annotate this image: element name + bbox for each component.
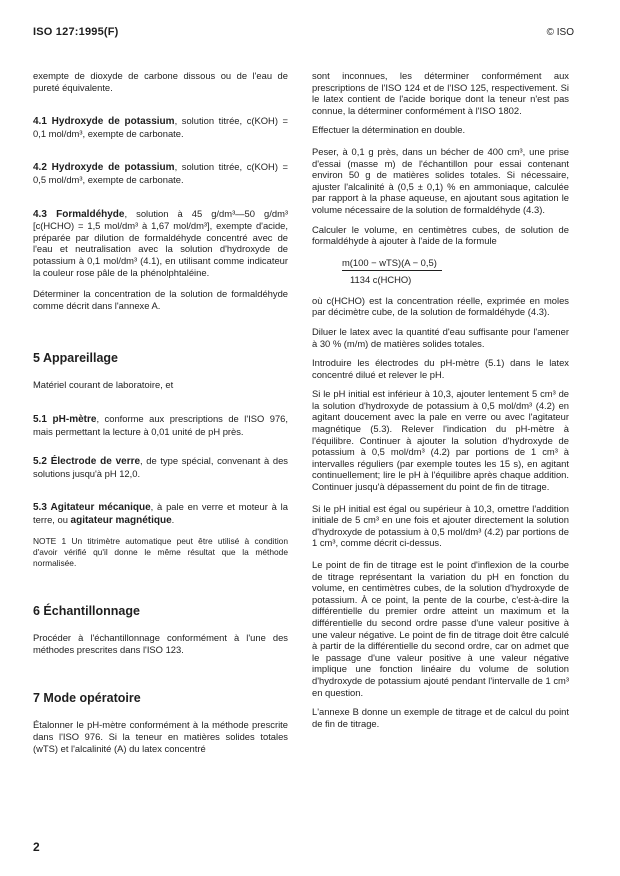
clause-5-3 (33, 501, 288, 526)
clause-4-1-body: , solution titrée, c(KOH) = 0,1 mol/dm³, exempte de carbonate. (33, 115, 288, 139)
volume-formula (342, 255, 569, 289)
formula-numerator: m(100 − wTS)(A − 0,5) (342, 256, 437, 268)
section-7-title: 7 Mode opératoire (33, 691, 141, 706)
section-6-body: Procéder à l'échantillonnage conformément à l'une des méthodes prescrites dans l'ISO 123. (33, 632, 288, 655)
paragraph-dilute: Diluer le latex avec la quantité d'eau suffisante pour l'amener à 30 % (m/m) de matières solides totales. (312, 325, 569, 349)
copyright-mark: © ISO (546, 27, 574, 38)
page-number: 2 (33, 840, 40, 854)
clause-5-3-end: . (171, 513, 175, 525)
clause-5-3-heading-2: agitateur magnétique (70, 514, 172, 526)
clause-5-1 (33, 413, 288, 437)
paragraph-calculate-volume: Calculer le volume, en centimètres cubes, de solution de formaldéhyde à ajouter à l'aide de la formule (312, 223, 569, 247)
clause-5-3-heading: 5.3 Agitateur mécanique (33, 502, 151, 514)
section-6-title: 6 Échantillonnage (33, 604, 140, 619)
clause-4-2-body: , solution titrée, c(KOH) = 0,5 mol/dm³, exempte de carbonate. (33, 161, 288, 185)
paragraph-requirements: sont inconnues, les déterminer conformément aux prescriptions de l'ISO 124 et de l'ISO 125, respectivement. Si le latex contient de l'acide borique dont la teneur n'est pas connue, la déterminer conformément à l'ISO 1802. (312, 70, 569, 116)
clause-4-3 (33, 208, 288, 279)
clause-4-2 (33, 161, 288, 185)
clause-5-2-heading: 5.2 Électrode de verre (33, 456, 141, 468)
clause-5-2 (33, 455, 288, 479)
clause-4-3-paragraph-2: Déterminer la concentration de la solution de formaldéhyde comme décrit dans l'annexe A. (33, 288, 288, 311)
document-id: ISO 127:1995(F) (33, 26, 119, 38)
intro-paragraph: exempte de dioxyde de carbone dissous ou de l'eau de pureté équivalente. (33, 70, 288, 93)
section-7-body: Étalonner le pH-mètre conformément à la méthode prescrite dans l'ISO 976. Si la teneur en matières solides totales (wTS) et l'alcalinité (A) du latex concentré (33, 719, 288, 754)
section-5-intro: Matériel courant de laboratoire, et (33, 379, 174, 391)
paragraph-duplicate: Effectuer la détermination en double. (312, 124, 466, 136)
clause-4-1 (33, 115, 288, 139)
note-1: NOTE 1 Un titrimètre automatique peut être utilisé à condition d'avoir vérifié qu'il donne le même résultat que la méthode normalisée. (33, 536, 288, 568)
paragraph-weighing: Peser, à 0,1 g près, dans un bécher de 400 cm³, une prise d'essai (masse m) de l'échantillon pour essai contenant environ 50 g de matières solides totales. Si nécessaire, ajuster l'alcalinité à (0,5 ± 0,1) % en ammoniaque, calculée par rapport à la phase aqueuse, en ajoutant sous agitation le volume nécessaire de la solution de formaldéhyde (4.3). (312, 145, 569, 215)
clause-4-3-body: , solution à 45 g/dm³—50 g/dm³ [c(HCHO) = 1,5 mol/dm³ à 1,67 mol/dm³], exempte d'acide, préparée par dilution de formaldéhyde concentré avec de l'eau et neutralisation avec la solution d'hydroxyde de potassium à 0,1 mol/dm³ (4.1), en utilisant comme indicateur la couleur rose pâle de la phénolphtaléine. (33, 207, 288, 278)
paragraph-annex-b: L'annexe B donne un exemple de titrage et de calcul du point de fin de titrage. (312, 706, 569, 729)
clause-5-3-body: , à pale en verre et moteur à la terre, ou (33, 501, 288, 525)
clause-5-1-heading: 5.1 pH-mètre (33, 413, 97, 425)
paragraph-ph-above: Si le pH initial est égal ou supérieur à 10,3, omettre l'addition initiale de 5 cm³ en une fois et ajouter directement la solution d'hydroxyde de potassium à 0,5 mol/dm³ (4.2) par portions de 1 cm³, comme décrit ci-dessus. (312, 502, 569, 549)
right-column (312, 70, 569, 729)
formula-denominator: 1134 c(HCHO) (350, 273, 412, 285)
paragraph-where: où c(HCHO) est la concentration réelle, exprimée en moles par décimètre cube, de la solution de formaldéhyde (4.3). (312, 294, 569, 318)
formula-fraction-bar (342, 270, 442, 271)
clause-4-2-heading: 4.2 Hydroxyde de potassium (33, 162, 175, 174)
left-column (33, 70, 288, 754)
paragraph-electrodes: Introduire les électrodes du pH-mètre (5.1) dans le latex concentré dilué et relever le pH. (312, 357, 569, 380)
clause-5-1-body: , conforme aux prescriptions de l'ISO 976, mais permettant la lecture à 0,01 unité de pH près. (33, 412, 289, 437)
section-5-title: 5 Appareillage (33, 351, 118, 366)
clause-5-2-body: , de type spécial, convenant à des solutions jusqu'à pH 12,0. (33, 455, 288, 479)
paragraph-ph-below: Si le pH initial est inférieur à 10,3, ajouter lentement 5 cm³ de la solution d'hydroxyde de potassium à 0,5 mol/dm³ (4.2) en agitant doucement avec la pale en verre ou avec l'agitateur magnétique (5.3). Relever l'indication du pH-mètre à l'équilibre. Continuer à ajouter la solution d'hydroxyde de potassium à 0,5 mol/dm³ (4.2) par portions de 1 cm³ à intervalles réguliers (par exemple toutes les 15 s), en agitant continuellement; lire le pH à l'équilibre après chaque addition. Continuer jusqu'à dépassement du point de fin de titrage. (312, 388, 569, 493)
paragraph-end-point: Le point de fin de titrage est le point d'inflexion de la courbe de titrage représentant la variation du pH en fonction du volume, en centimètres cubes, de la solution d'hydroxyde de potassium. À ce point, la pente de la courbe, c'est-à-dire la différentielle du premier ordre atteint un maximum et la différentielle du second ordre passe d'une valeur positive à une valeur négative. Le point de fin de titrage doit être calculé à partir de la différentielle du second ordre, car on admet que le passage d'une valeur positive à une valeur négative implique une fonction linéaire du volume de solution d'hydroxyde de potassium ajouté pendant l'intervalle de 1 cm³ en question. (312, 559, 569, 698)
clause-4-1-heading: 4.1 Hydroxyde de potassium (33, 116, 175, 128)
clause-4-3-heading: 4.3 Formaldéhyde (33, 208, 125, 220)
